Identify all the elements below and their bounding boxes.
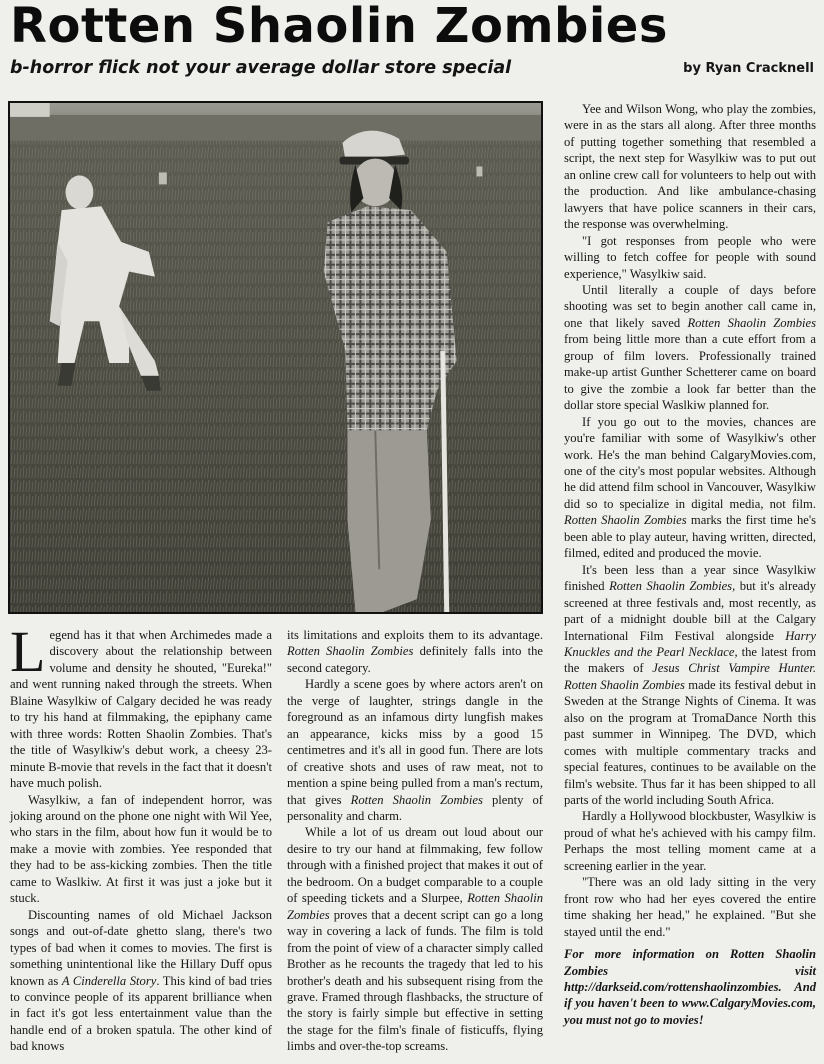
paragraph-text: It's been less than a year since Wasylkiw finished [564,562,816,594]
paragraph [10,619,272,792]
paragraph [564,233,816,282]
paragraph-text: from being little more than a cute effort from a group of film lovers. Professionally trained make-up artist Gunther Schetterer came on board to give the zombie a look far better than the dollar store special Waslkiw planned for. [564,332,816,413]
paragraph-text: "There was an old lady sitting in the very front row who had her eyes covered the entire time shaking her head," he explained. "But she stayed until the end." [564,875,816,939]
paragraph-text: proves that a decent script can go a long way in covering a lack of funds. The film is told from the point of view of a character simply called Brother as he recounts the tragedy that led to his brother's death and his subsequent rising from the grave. Framed through flashbacks, the structure of the story is fairly simple but effective in setting the stage for the film's finale of fisticuffs, flying limbs and over-the-top screams. [287,907,543,1054]
paragraph-text: Hardly a scene goes by where actors aren't on the verge of laughter, strings dangle in the foreground as an infamous dirty lungfish makes an appearance, kicks miss by a good 15 centimetres and it's all in good fun. There are lots of creative shots and uses of raw meat, not to mention a spine being pulled from a man's rectum, that gives [287,677,543,807]
paragraph-text: definitely falls into the second category. [287,644,543,675]
paragraph [564,101,816,233]
paragraph-text: . This kind of bad tries to convince people of its apparent brilliance when in fact it's got less entertainment value than the handle end of a broken spatula. The other kind of bad knows [10,973,272,1054]
drop-cap: L [10,619,46,684]
article-column-1 [10,619,272,1055]
paragraph-text: "I got responses from people who were willing to fetch coffee for people with sound experience," Wasylkiw said. [564,233,816,281]
paragraph-text: made its festival debut in Sweden at the Strange Nights of Cinema. It was also on the program at TromaDance North this past summer in Winnipeg. The DVD, which comes with multiple commentary tracks and special features, continues to be available on the film's website. Thus far it has been shipped to all parts of the world including South Africa. [564,677,816,808]
paragraph [564,562,816,809]
film-title: Rotten Shaolin Zombies [287,644,414,659]
paragraph [10,907,272,1055]
article-column-3 [564,101,816,1028]
article-byline: by Ryan Cracknell [683,61,814,76]
more-info-note: For more information on Rotten Shaolin Zombies visit http://darkseid.com/rottenshaolinzombies. And if you haven't been to www.CalgaryMovies.com, you must not go to movies! [564,947,816,1027]
paragraph [564,282,816,414]
paragraph-text: Until literally a couple of days before shooting was set to begin another call came in, one that likely saved [564,282,816,330]
paragraph [287,824,543,1054]
paragraph-text: While a lot of us dream out loud about our desire to try our hand at filmmaking, few follow through with a finished project that makes it out of the bedroom. On a budget comparable to a couple of speeding tickets and a Slurpee, [287,825,543,906]
paragraph-text: egend has it that when Archimedes made a discovery about the relationship between volume and density he shouted, "Eureka!" and went running naked through the streets. When Blaine Wasylkiw of Calgary decided he was ready to try his hand at filmmaking, the epiphany came with three words: Rotten Shaolin Zombies. That's the title of Wasylkiw's debut work, a cheesy 23-minute B-movie that revels in the fact that it doesn't have much polish. [10,628,272,791]
paragraph [287,676,543,824]
field-zombie-photo [10,103,541,612]
film-title: Rotten Shaolin Zombies [287,891,543,922]
paragraph-text: marks the first time he's been able to play auteur, having written, directed, filmed, edited and produced the movie. [564,513,816,561]
paragraph-text: its limitations and exploits them to its advantage. [287,628,543,642]
article-column-2 [287,627,543,1055]
paragraph [287,627,543,676]
paragraph-text: If you go out to the movies, chances are you're familiar with some of Wasylkiw's other work. He's the man behind CalgaryMovies.com, one of the city's most popular websites. Although he did attend film school in Vancouver, Wasylkiw did so to specialize in digital media, not film. [564,414,816,511]
paragraph-text: Discounting names of old Michael Jackson songs and out-of-date ghetto slang, there's two types of bad when it comes to movies. The first is something unintentional like the Hillary Duff opus known as [10,907,272,988]
paragraph [564,808,816,874]
article-deck: b-horror flick not your average dollar store special [10,58,512,78]
paragraph [10,792,272,907]
paragraph-text: plenty of personality and charm. [287,792,543,823]
paragraph [564,414,816,562]
paragraph-text: but it's already screened at three festivals and, most recently, as part of a midnight double bill at the Calgary International Film Festival alongside [564,579,816,643]
article-headline: Rotten Shaolin Zombies [10,0,668,54]
film-title: Rotten Shaolin Zombies [350,792,483,807]
paragraph-text: Hardly a Hollywood blockbuster, Wasylkiw is proud of what he's achieved with his campy film. Perhaps the most telling moment came at a screening earlier in the year. [564,809,816,873]
paragraph-text: Yee and Wilson Wong, who play the zombies, were in as the stars all along. After three months of putting together something that resembled a script, the next step for Wasylkiw was to put out an online crew call for volunteers to help out with the production. And like ambulance-chasing lawyers that have police scanners in their cars, the response was overwhelming. [564,102,816,232]
article-photo [8,101,543,614]
film-title: Rotten Shaolin Zombies [687,315,816,330]
paragraph [564,874,816,940]
paragraph-text: the latest from the makers of [564,644,816,676]
film-title: A Cinderella Story [61,973,157,988]
paragraph-text: Wasylkiw, a fan of independent horror, was joking around on the phone one night with Wil Yee, who stars in the film, about how fun it would be to make a movie with zombies. Yee responded that they had to be ass-kicking zombies. Then the title came to Waslkiw. At first it was just a joke but it stuck. [10,792,272,906]
film-title: Harry Knuckles and the Pearl Necklace, [564,628,816,659]
film-title: Rotten Shaolin Zombies [564,513,687,528]
film-title: Rotten Shaolin Zombies, [609,579,736,594]
film-title: Jesus Christ Vampire Hunter. Rotten Shaolin Zombies [564,661,816,692]
